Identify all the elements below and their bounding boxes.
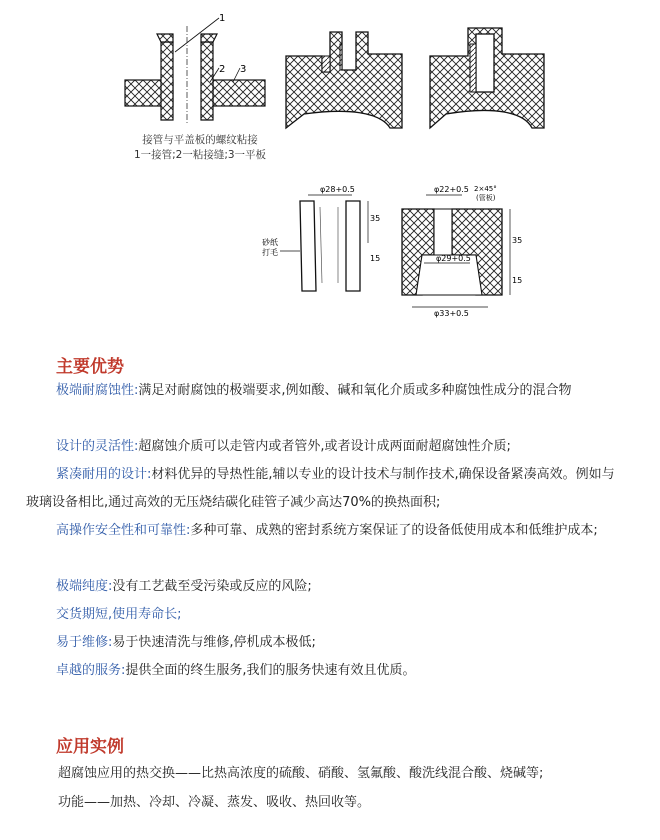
fig5-dim-35: 35 (512, 236, 523, 245)
advantage-label: 极端纯度: (56, 579, 113, 594)
figure-stepped-hole (398, 183, 528, 318)
fig4-dim-top: φ28+0.5 (320, 185, 355, 194)
advantage-text: 易于快速清洗与维修,停机成本极低; (112, 635, 316, 650)
advantage-text: 多种可靠、成熟的密封系统方案保证了的设备低使用成本和低维护成本; (190, 523, 598, 538)
fig5-dim-chamfer-note: (管板) (476, 194, 496, 202)
figure-joint-section-2 (282, 24, 422, 134)
advantage-text: 提供全面的终生服务,我们的服务快速有效且优质。 (125, 663, 416, 678)
callout-2: 2 (219, 64, 226, 75)
advantage-item (26, 629, 626, 657)
advantage-label: 紧凑耐用的设计: (56, 467, 152, 482)
advantage-item (26, 601, 626, 629)
application-line: 超腐蚀应用的热交换——比热高浓度的硫酸、硝酸、氢氟酸、酸洗线混合酸、烧碱等; (58, 766, 544, 781)
applications-title: 应用实例 (56, 737, 124, 757)
fig5-dim-15: 15 (512, 276, 523, 285)
advantage-item (26, 433, 626, 461)
figure-tube-end (258, 183, 388, 293)
figure-joint-section-3 (424, 24, 554, 134)
fig4-side-note-2: 打毛 (262, 248, 278, 257)
figure-caption (100, 133, 300, 163)
advantage-label: 设计的灵活性: (56, 439, 139, 454)
callout-1: 1 (219, 13, 226, 24)
callout-3: 3 (240, 64, 247, 75)
advantage-item (26, 573, 626, 601)
fig4-dim-15: 15 (370, 254, 381, 263)
advantage-text: 材料优异的导热性能,辅以专业的设计技术与制作技术,确保设备紧凑高效。例如与玻璃设备相比,通过高效的无压烧结碳化硅管子减少高达70%的换热面积; (26, 467, 615, 510)
caption-legend: 1一接管;2一粘接缝;3一平板 (133, 149, 267, 161)
fig4-side-note-1: 砂纸 (262, 238, 278, 247)
fig4-dim-35: 35 (370, 214, 381, 223)
figure-threaded-joint (115, 12, 275, 132)
advantage-text: 满足对耐腐蚀的极端要求,例如酸、碱和氧化介质或多种腐蚀性成分的混合物 (138, 383, 572, 398)
advantage-label: 极端耐腐蚀性: (56, 383, 139, 398)
fig5-dim-chamfer: 2×45° (474, 185, 497, 193)
advantage-item (26, 517, 626, 545)
advantage-item (26, 461, 626, 517)
fig5-dim-top: φ22+0.5 (434, 185, 469, 194)
advantage-item (26, 377, 626, 405)
advantage-label: 交货期短,使用寿命长; (56, 607, 182, 622)
advantage-label: 高操作安全性和可靠性: (56, 523, 191, 538)
application-line: 功能——加热、冷却、冷凝、蒸发、吸收、热回收等。 (58, 795, 371, 810)
advantage-text: 超腐蚀介质可以走管内或者管外,或者设计成两面耐超腐蚀性介质; (138, 439, 511, 454)
advantage-item (26, 657, 626, 685)
caption-title: 接管与平盖板的螺纹粘接 (142, 134, 258, 146)
fig5-dim-bottom: φ33+0.5 (434, 309, 469, 318)
advantage-text: 没有工艺截至受污染或反应的风险; (112, 579, 312, 594)
advantage-label: 卓越的服务: (56, 663, 126, 678)
advantage-label: 易于维修: (56, 635, 113, 650)
advantages-title: 主要优势 (56, 357, 124, 377)
fig5-dim-mid: φ29+0.5 (436, 254, 471, 263)
